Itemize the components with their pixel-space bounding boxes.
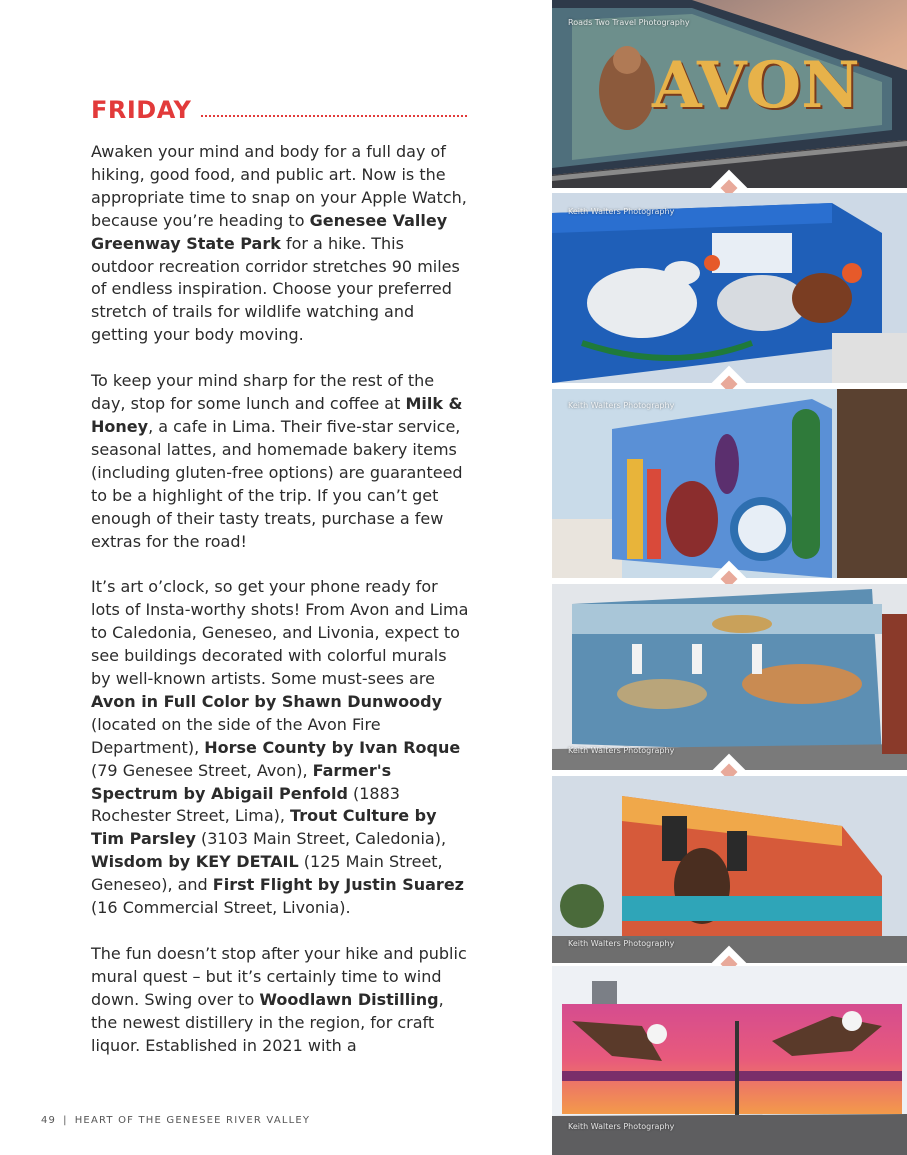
- publication-title: HEART OF THE GENESEE RIVER VALLEY: [74, 1115, 311, 1126]
- highlighted-name: Milk & Honey: [91, 394, 463, 436]
- highlighted-name: Avon in Full Color by Shawn Dunwoody: [91, 691, 442, 711]
- highlighted-name: Farmer's Spectrum by Abigail Penfold: [91, 760, 392, 803]
- photo-credit: Keith Walters Photography: [568, 401, 675, 410]
- heading-row: [91, 89, 467, 125]
- text-run: , the newest distillery in the region, for craft liquor. Established in 2021 with a: [91, 989, 444, 1055]
- text-run: To keep your mind sharp for the rest of the day, stop for some lunch and coffee at: [91, 371, 435, 414]
- horse-mural-photo: [552, 193, 907, 383]
- dotted-rule: [201, 115, 467, 117]
- highlighted-name: Genesee Valley Greenway State Park: [91, 210, 448, 253]
- text-run: (located on the side of the Avon Fire Department),: [91, 714, 381, 757]
- photo-credit: Keith Walters Photography: [568, 207, 675, 216]
- photo-column: [552, 0, 907, 1155]
- section-heading: FRIDAY: [91, 96, 192, 124]
- footer-separator: |: [63, 1115, 68, 1126]
- page-number: 49: [41, 1115, 57, 1126]
- highlighted-name: Trout Culture by Tim Parsley: [91, 806, 437, 849]
- highlighted-name: First Flight by Justin Suarez: [212, 875, 464, 895]
- text-run: (79 Genesee Street, Avon),: [91, 760, 313, 780]
- body-paragraph: [91, 943, 471, 1058]
- text-run: (1883 Rochester Street, Lima),: [91, 783, 400, 826]
- trout-mural-photo: [552, 584, 907, 770]
- text-run: It’s art o’clock, so get your phone ready for lots of Insta-worthy shots! From Avon and Lima to Caledonia, Geneseo, and Livonia, expect to see buildings decorated with colorful murals by well-known artists. Some must-sees are: [91, 577, 469, 689]
- photo-credit: Keith Walters Photography: [568, 746, 675, 755]
- text-run: (125 Main Street, Geneseo), and: [91, 852, 443, 895]
- text-run: , a cafe in Lima. Their five-star service, seasonal lattes, and homemade bakery items (including gluten-free options) are guaranteed to be a highlight of the trip. If you can’t get enough of their tasty treats, purchase a few extras for the road!: [91, 416, 463, 551]
- text-run: for a hike. This outdoor recreation corridor stretches 90 miles of endless inspiration. Choose your preferred stretch of trails for wildlife watching and getting your body moving.: [91, 233, 460, 345]
- avon-mural-photo: [552, 0, 907, 188]
- photo-credit: Keith Walters Photography: [568, 1122, 675, 1131]
- photo-credit: Roads Two Travel Photography: [568, 18, 690, 27]
- text-run: The fun doesn’t stop after your hike and public mural quest – but it’s certainly time to wind down. Swing over to: [91, 944, 467, 1009]
- text-run: Awaken your mind and body for a full day of hiking, good food, and public art. Now is the appropriate time to snap on your Apple Watch, because you’re heading to: [91, 142, 467, 230]
- text-run: (16 Commercial Street, Livonia).: [91, 898, 351, 918]
- horse-mural-image: [552, 193, 907, 383]
- text-run: (3103 Main Street, Caledonia),: [195, 829, 447, 849]
- highlighted-name: Woodlawn Distilling: [259, 989, 439, 1009]
- bear-mural-photo: [552, 776, 907, 963]
- body-paragraph: [91, 141, 471, 347]
- body-paragraph: [91, 576, 471, 920]
- highlighted-name: Horse County by Ivan Roque: [204, 737, 461, 757]
- highlighted-name: Wisdom by KEY DETAIL: [91, 852, 299, 872]
- mural-lettering: AVON: [652, 48, 860, 123]
- photo-credit: Keith Walters Photography: [568, 939, 675, 948]
- page-footer: [41, 1115, 310, 1126]
- farmers-spectrum-image: [552, 389, 907, 578]
- bear-mural-image: [552, 776, 907, 963]
- trout-mural-image: [552, 584, 907, 770]
- article-body: [91, 141, 471, 1081]
- farmers-spectrum-photo: [552, 389, 907, 578]
- eagle-mural-photo: [552, 966, 907, 1155]
- body-paragraph: [91, 370, 471, 553]
